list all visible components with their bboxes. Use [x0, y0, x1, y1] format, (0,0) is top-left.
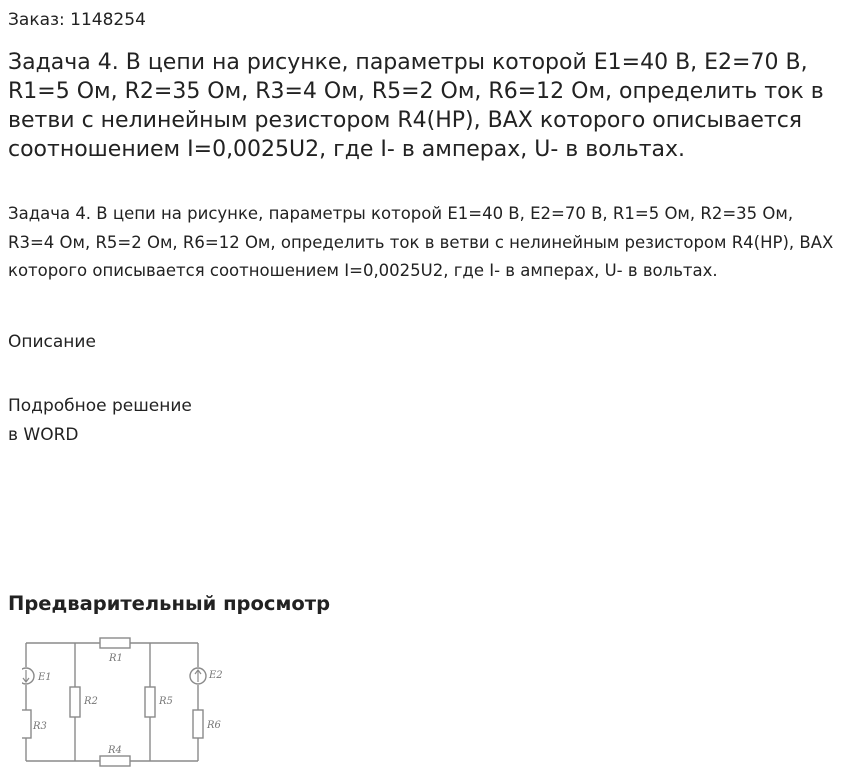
resistor-r4	[100, 756, 130, 766]
resistor-r6	[193, 710, 203, 738]
resistor-r5	[145, 687, 155, 717]
task-description: Задача 4. В цепи на рисунке, параметры которой E1=40 В, E2=70 В, R1=5 Ом, R2=35 Ом, R3=4 Ом, R5=2 Ом, R6=12 Ом, определить ток в ветви с нелинейным резистором R4(НР), ВАХ которого описывается соотношением I=0,0025U2, где I- в амперах, U- в вольтах.	[8, 204, 834, 280]
solution-line-2: в WORD	[8, 424, 79, 445]
label-r1: R1	[109, 653, 123, 664]
label-r3: R3	[33, 721, 47, 732]
label-r4: R4	[108, 745, 122, 756]
preview-heading: Предварительный просмотр	[8, 592, 331, 615]
label-r2: R2	[84, 696, 98, 707]
resistor-r3	[22, 710, 31, 738]
label-r5: R5	[159, 696, 173, 707]
source-e1	[22, 668, 34, 684]
label-e1: E1	[38, 672, 52, 683]
label-e2: E2	[209, 670, 223, 681]
label-r6: R6	[207, 720, 221, 731]
circuit-diagram	[22, 630, 252, 770]
task-title: Задача 4. В цепи на рисунке, параметры которой E1=40 В, E2=70 В, R1=5 Ом, R2=35 Ом, R3=4 Ом, R5=2 Ом, R6=12 Ом, определить ток в ветви с нелинейным резистором R4(НР), ВАХ которого описывается соотношением I=0,0025U2, где I- в амперах, U- в вольтах.	[8, 50, 824, 162]
resistor-r1	[100, 638, 130, 648]
solution-line-1: Подробное решение	[8, 396, 192, 416]
circuit-svg	[22, 630, 252, 770]
resistor-r2	[70, 687, 80, 717]
solution-info	[8, 392, 192, 449]
description-label: Описание	[8, 332, 96, 352]
order-number: Заказ: 1148254	[8, 10, 146, 30]
